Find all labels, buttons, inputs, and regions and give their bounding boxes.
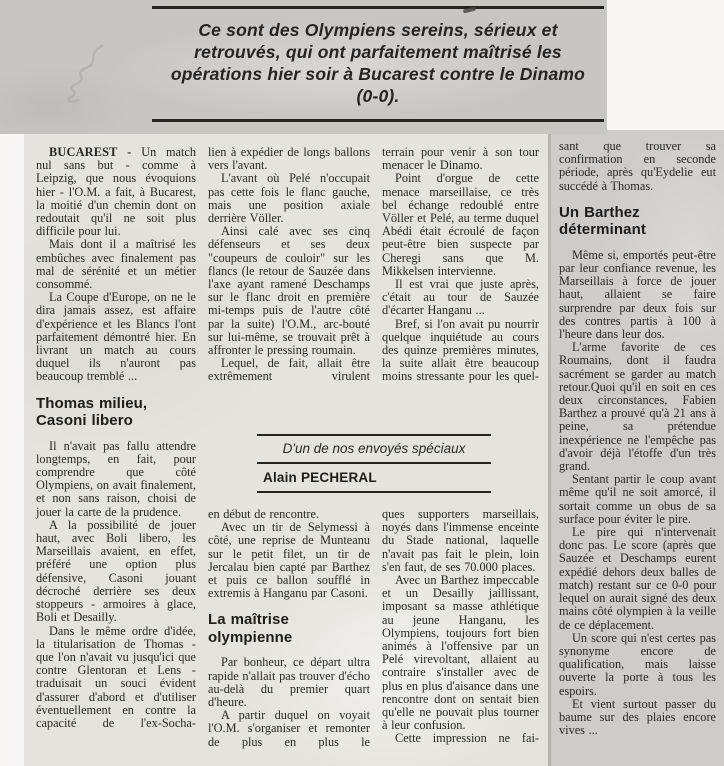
article-column-4 [559,140,716,737]
article-paragraph: Avec un tir de Selymessi à côté, une reprise de Munteanu sur le petit filet, un tir de Jercalau bien capté par Barthez et puis ce ballon soufflé in extremis à Hanganu par Casoni. [208,520,370,601]
byline-author: Alain PECHERAL [257,464,491,493]
article-paragraph: Un score qui n'est certes pas synonyme encore de qualification, mais laisse ouverte la porte à tous les espoirs. [559,630,716,698]
headline-line: (0-0). [356,86,400,106]
article-paragraph: en début de rencontre. [208,507,320,521]
article-paragraph: Il n'avait pas fallu attendre longtemps, en fait, pour comprendre que côté Olympiens, on avait finalement, et non sans raison, choisi de jouer la carte de la prudence. [36,438,196,519]
subhead-la-maitrise-olympienne: La maîtrise olympienne [208,611,293,646]
article-paragraph: Il est vrai que juste après, c'était au tour de Sauzée d'écarter Hanganu ... [382,277,539,318]
pen-squiggle-mark [56,42,112,106]
paragraph-text: Un match nul sans but - comme à Leipzig, que nous évoquions hier - l'O.M. a fait, à Bucarest, la moitié d'un chemin dont on redoutait qu'il ne soit plus difficile pour lui. [36,145,196,239]
article-paragraph: Mais dont il a maîtrisé les embûches avec finalement pas mal de sérénité et un métier consommé. [36,237,196,292]
article-paragraph [36,146,196,238]
article-paragraph: Bref, si l'on avait pu nourrir quelque inquiétude au cours des quinze premières minutes, la suite allait être beaucoup moins stressante pour les quel- [382,316,539,384]
article-paragraph: Et vient surtout passer du baume sur des plaies encore vives ... [559,696,716,738]
subhead-thomas-milieu-casoni-libero: Thomas milieu, Casoni libero [36,394,148,430]
subhead-un-barthez-determinant: Un Barthez déterminant [559,203,646,239]
headline-line: Ce sont des Olympiens sereins, sérieux et [198,20,558,40]
article-paragraph: Cette impression ne fai- [395,731,539,746]
article-paragraph: A partir duquel on voyait l'O.M. s'organiser et remonter de plus en plus le [208,708,370,749]
headline-box [152,6,604,122]
article-column-3-lower [382,508,539,746]
article-paragraph: Ainsi calé avec ses cinq défenseurs et ses deux "coupeurs de couloir" sur les flancs (le retour de Sauzée dans l'axe ayant ramené Deschamps sur le flanc droit en première mi-temps puis de l'autre côté par la suite) l'O.M., arc-bouté sur lui-même, se trouvait prêt à affronter le pressing roumain. [208,224,370,358]
article-paragraph: Lequel, de fait, allait être extrêmement virulent [208,356,370,384]
article-paragraph: Dans le même ordre d'idée, la titularisation de Thomas - que l'on n'avait vu jusqu'ici que contre Glentoran et Lens - traduisait un souci évident d'assurer d'abord et d'utiliser éventuellement en contre la capacité de l'ex-Socha- [36,623,196,730]
article-paragraph: Sentant partir le coup avant même qu'il ne soit amorcé, il sortait comme un obus de sa surface pour éviter le pire. [559,472,716,526]
article-paragraph: La Coupe d'Europe, on ne le dira jamais assez, est affaire d'expérience et les Blancs l'ont parfaitement démontré hier. En livrant un match au cours duquel ils n'auront pas beaucoup tremblé ... [36,290,196,384]
article-paragraph: Point d'orgue de cette menace marseillaise, ce très bel échange redoublé entre Völler et Pelé, au terme duquel Abédi était écroulé de façon peut-être bien suspecte par Cheregi sans que M. Mikkelsen intervienne. [382,171,539,278]
byline-box [257,434,491,493]
article-paragraph: Avec un Barthez impeccable et un Desailly jaillissant, imposant sa masse athlétique au jeune Hanganu, les Olympiens, toujours fort bien animés à l'offensive par un Pelé virevoltant, allaient au contraire s'installer avec de plus en plus d'aisance dans une rencontre dont on sentait bien qu'elle ne pouvait plus tourner à leur confusion. [382,573,539,733]
article-paragraph: sant que trouver sa confirmation en seconde période, après qu'Eydelie eut succédé à Thomas. [559,139,716,193]
article-paragraph: Même si, emportés peut-être par leur confiance revenue, les Marseillais à force de jouer haut, allaient se faire surprendre par deux fois sur des contres partis à 100 à l'heure dans leur dos. [559,247,716,342]
article-paragraph: lien à expédier de longs ballons vers l'avant. [208,145,370,173]
article-paragraph: A la possibilité de jouer haut, avec Boli libero, les Marseillais avaient, en effet, préféré une option plus défensive, Casoni jouant décroché derrière ses deux stoppeurs - armoires à glace, Boli et Desailly. [36,517,196,625]
article-paragraph: terrain pour venir à son tour menacer le Dinamo. [382,145,539,173]
headline-line: retrouvés, qui ont parfaitement maîtrisé les [194,42,562,62]
byline-label: D'un de nos envoyés spéciaux [257,436,491,464]
article-paragraph: L'arme favorite de ces Roumains, dont il faudra sacrément se garder au match retour.Quoi qu'il en soit en ces deux circonstances, Fabien Barthez a prouvé qu'à 21 ans à peine, sa prétendue inexpérience ne l'empêche pas d'avoir déjà l'étoffe d'un très grand. [559,340,716,474]
article-column-3-upper [382,146,539,384]
article-column-2-upper [208,146,370,384]
article-paragraph: Par bonheur, ce départ ultra rapide n'allait pas trouver d'écho au-delà du premier quart d'heure. [208,655,370,710]
article-paragraph: ques supporters marseillais, noyés dans l'immense enceinte du Stade national, laquelle n'avait pas fait le plein, loin s'en faut, de ses 70.000 places. [382,507,539,574]
article-column-2-lower [208,508,370,749]
article-paragraph: L'avant où Pelé n'occupait pas cette fois le flanc gauche, mais une position axiale derrière Völler. [208,171,370,226]
dateline: BUCAREST - [49,145,142,159]
headline-line: opérations hier soir à Bucarest contre le Dinamo [170,64,586,84]
article-column-1 [36,146,196,730]
article-paragraph: Le pire qui n'intervenait donc pas. Le score (après que Sauzée et Deschamps eurent expédié dehors deux balles de match) restant sur ce 0-0 pour lequel on aurait signé des deux mains côté olympien à la veille de ce déplacement. [559,525,716,632]
